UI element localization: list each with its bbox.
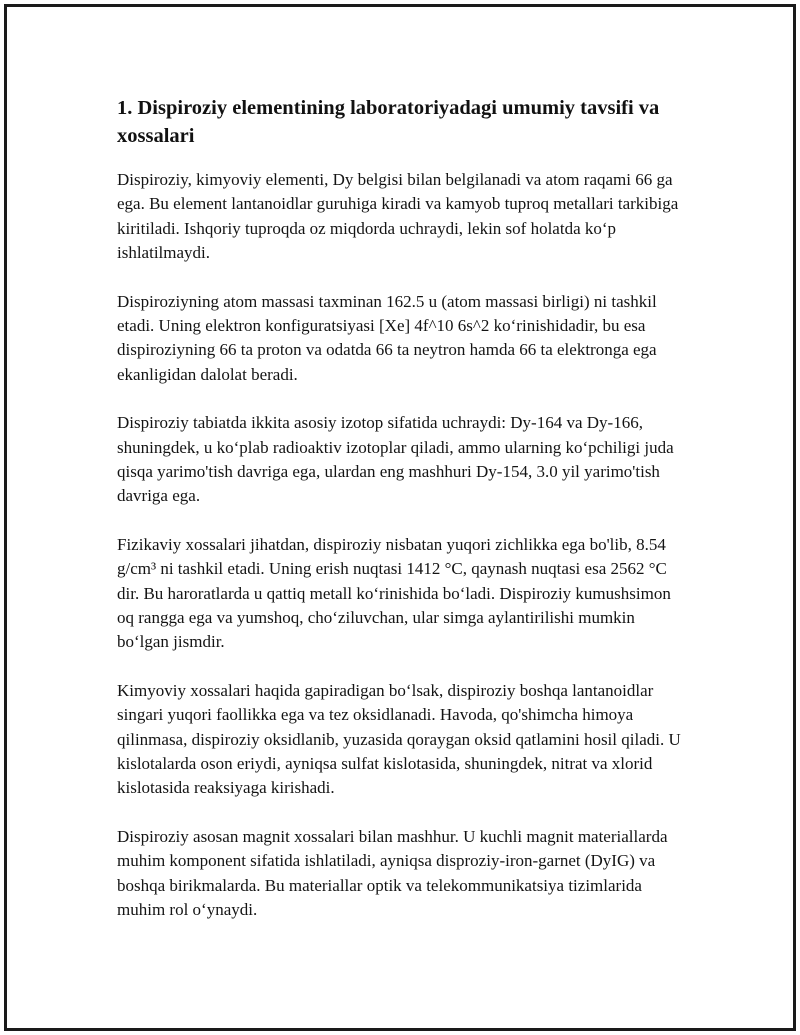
paragraph-overview: Dispiroziy, kimyoviy elementi, Dy belgisi bilan belgilanadi va atom raqami 66 ga ega. Bu element lantanoidlar guruhiga kiradi va kamyob tuproq metallari tarkibiga kiritiladi. Ishqoriy tuproqda oz miqdorda uchraydi, lekin sof holatda koʻp ishlatilmaydi. — [117, 170, 679, 262]
section-heading: 1. Dispiroziy elementining laboratoriyadagi umumiy tavsifi va xossalari — [117, 97, 660, 147]
document-body — [117, 94, 687, 947]
paragraph-atomic-mass: Dispiroziyning atom massasi taxminan 162.5 u (atom massasi birligi) ni tashkil etadi. Uning elektron konfiguratsiyasi [Xe] 4f^10 6s^2 koʻrinishidadir, bu esa dispiroziyning 66 ta proton va odatda 66 ta neytron hamda 66 ta elektronga ega ekanligidan dalolat beradi. — [117, 291, 657, 384]
paragraph-isotopes: Dispiroziy tabiatda ikkita asosiy izotop sifatida uchraydi: Dy-164 va Dy-166, shuningdek, u koʻplab radioaktiv izotoplar qiladi, ammo ularning koʻpchiligi juda qisqa yarimo'tish davriga ega, ulardan eng mashhuri Dy-154, 3.0 yil yarimo'tish davriga ega. — [117, 413, 674, 506]
paragraph-physical-properties: Fizikaviy xossalari jihatdan, dispiroziy nisbatan yuqori zichlikka ega bo'lib, 8.54 g/cm³ ni tashkil etadi. Uning erish nuqtasi 1412 °C, qaynash nuqtasi esa 2562 °C dir. Bu haroratlarda u qattiq metall koʻrinishida boʻladi. Dispiroziy kumushsimon oq rangga ega va yumshoq, choʻziluvchan, ular simga aylantirilishi mumkin boʻlgan jismdir. — [117, 535, 671, 652]
paragraph-magnetic-properties: Dispiroziy asosan magnit xossalari bilan mashhur. U kuchli magnit materiallarda muhim komponent sifatida ishlatiladi, ayniqsa disproziy-iron-garnet (DyIG) va boshqa birikmalarda. Bu materiallar optik va telekommunikatsiya tizimlarida muhim rol oʻynaydi. — [117, 827, 668, 919]
paragraph-chemical-properties: Kimyoviy xossalari haqida gapiradigan boʻlsak, dispiroziy boshqa lantanoidlar singari yuqori faollikka ega va tez oksidlanadi. Havoda, qo'shimcha himoya qilinmasa, dispiroziy oksidlanib, yuzasida qoraygan oksid qatlamini hosil qiladi. U kislotalarda oson eriydi, ayniqsa sulfat kislotasida, shuningdek, nitrat va xlorid kislotasida reaksiyaga kirishadi. — [117, 681, 681, 798]
